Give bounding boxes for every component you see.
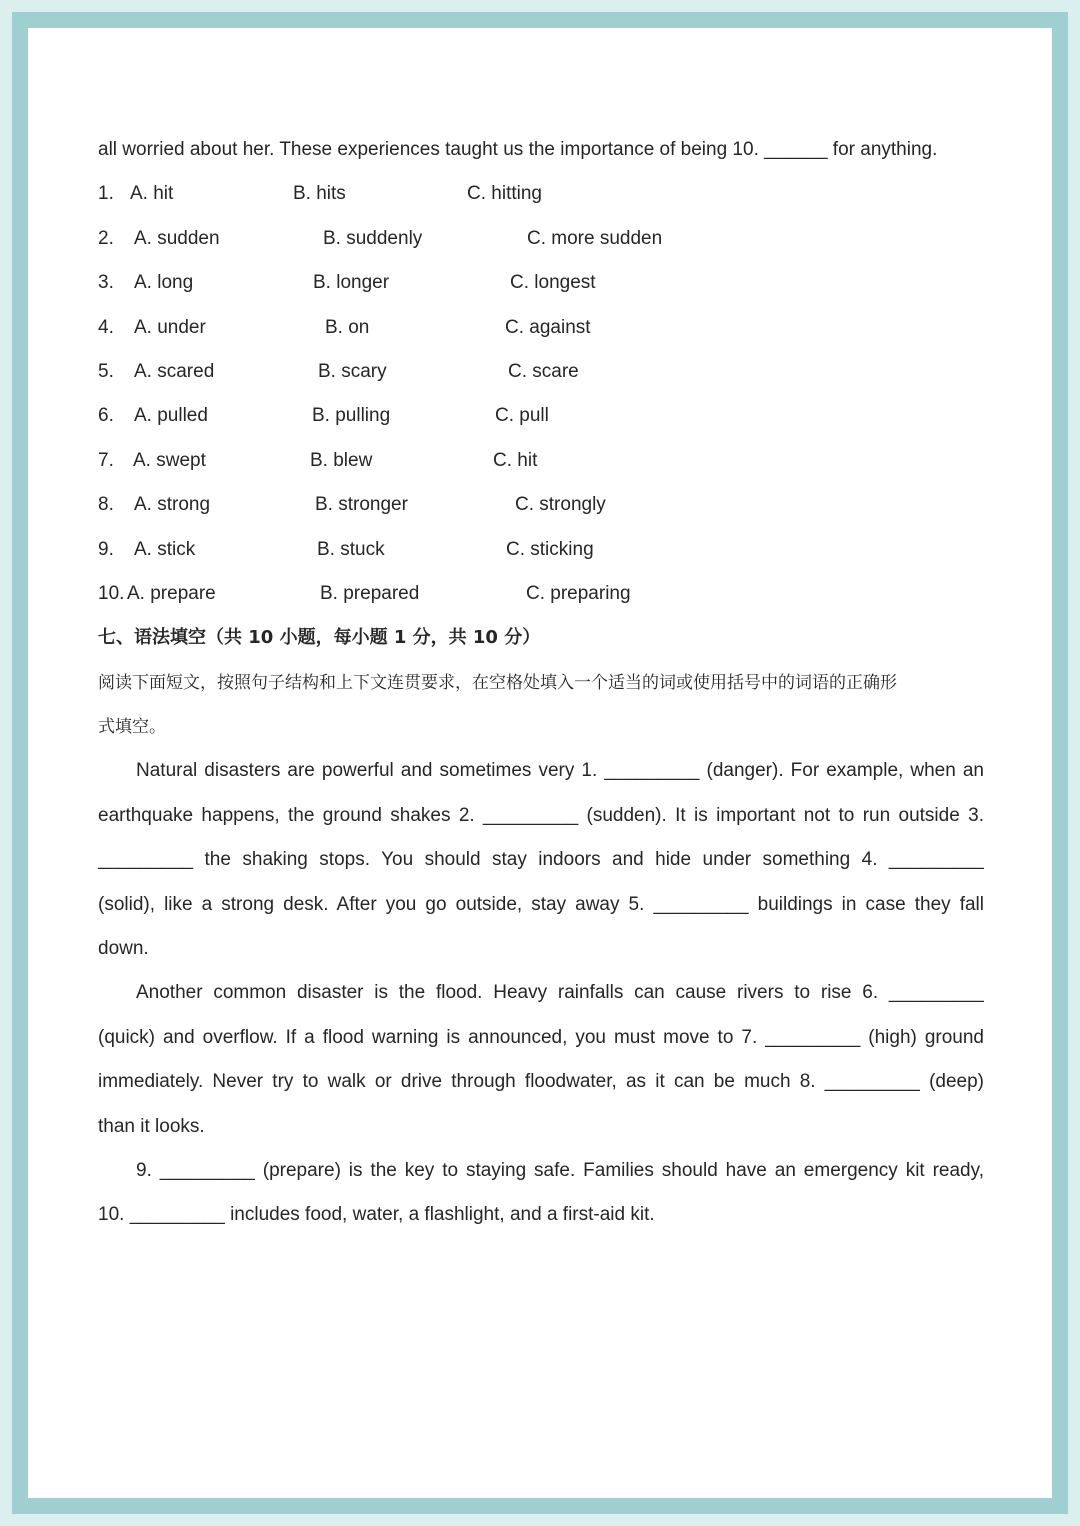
option-b: B. on (325, 316, 370, 338)
option-b: B. stuck (317, 538, 385, 560)
option-number: 2. (98, 227, 114, 249)
option-b: B. pulling (312, 405, 391, 427)
intro-line: all worried about her. These experiences taught us the importance of being 10. ______ for anything. (98, 139, 938, 160)
option-c: C. against (505, 316, 591, 338)
option-number: 9. (98, 538, 114, 560)
option-c: C. scare (508, 360, 579, 382)
option-row (98, 261, 984, 305)
option-number: 3. (98, 272, 114, 294)
instructions-line-2: 式填空。 (98, 717, 166, 738)
option-b: B. suddenly (323, 227, 423, 249)
option-b: B. scary (318, 360, 387, 382)
option-a: A. strong (134, 494, 211, 516)
option-a: A. scared (134, 360, 215, 382)
option-c: C. sticking (506, 538, 594, 560)
option-b: B. hits (293, 183, 346, 205)
option-a: A. pulled (134, 405, 208, 427)
option-number: 8. (98, 494, 114, 516)
option-row (98, 172, 984, 216)
option-a: A. prepare (127, 582, 216, 604)
option-c: C. hit (493, 449, 538, 471)
option-c: C. hitting (467, 183, 542, 205)
option-number: 10. (98, 582, 125, 604)
option-b: B. longer (313, 272, 390, 294)
option-c: C. more sudden (527, 227, 663, 249)
option-row (98, 350, 984, 394)
option-a: A. under (134, 316, 206, 338)
option-row (98, 572, 984, 616)
option-a: A. long (134, 272, 194, 294)
option-b: B. prepared (320, 582, 420, 604)
option-b: B. blew (310, 449, 373, 471)
option-row (98, 483, 984, 527)
option-c: C. pull (495, 405, 549, 427)
passage-line: _________ the shaking stops. You should stay indoors and hide under something 4. _________ (98, 849, 984, 871)
option-row (98, 306, 984, 350)
passage-line: earthquake happens, the ground shakes 2. _________ (sudden). It is important not to run outside 3. (98, 804, 984, 826)
option-row (98, 394, 984, 438)
instructions-line-1: 阅读下面短文，按照句子结构和上下文连贯要求，在空格处填入一个适当的词或使用括号中的词语的正确形 (98, 672, 897, 693)
passage-line: than it looks. (98, 1115, 205, 1137)
passage-line: (solid), like a strong desk. After you go outside, stay away 5. _________ buildings in case they fall (98, 893, 984, 915)
option-row (98, 528, 984, 572)
options-list (98, 172, 984, 616)
passage-line: Another common disaster is the flood. Heavy rainfalls can cause rivers to rise 6. _________ (136, 982, 984, 1004)
option-number: 4. (98, 316, 114, 338)
option-number: 7. (98, 449, 114, 471)
passage-line: (quick) and overflow. If a flood warning is announced, you must move to 7. _________ (high) ground (98, 1026, 984, 1048)
option-c: C. strongly (515, 494, 606, 516)
option-a: A. sudden (134, 227, 220, 249)
option-c: C. preparing (526, 582, 631, 604)
option-row (98, 439, 984, 483)
option-c: C. longest (510, 272, 596, 294)
worksheet-content (98, 128, 984, 1238)
option-number: 5. (98, 360, 114, 382)
section-heading: 七、语法填空（共 10 小题，每小题 1 分，共 10 分） (98, 627, 541, 649)
option-a: A. swept (133, 449, 206, 471)
option-a: A. stick (134, 538, 196, 560)
option-a: A. hit (130, 183, 174, 205)
option-b: B. stronger (315, 494, 408, 516)
option-number: 1. (98, 183, 114, 205)
option-number: 6. (98, 405, 114, 427)
passage-line: down. (98, 938, 149, 960)
passage-line: 10. _________ includes food, water, a flashlight, and a first-aid kit. (98, 1204, 655, 1226)
passage-line: 9. _________ (prepare) is the key to staying safe. Families should have an emergency kit ready, (136, 1159, 984, 1181)
option-row (98, 217, 984, 261)
passage-line: Natural disasters are powerful and sometimes very 1. _________ (danger). For example, when an (136, 760, 984, 782)
passage-line: immediately. Never try to walk or drive through floodwater, as it can be much 8. _________ (deep) (98, 1071, 984, 1093)
